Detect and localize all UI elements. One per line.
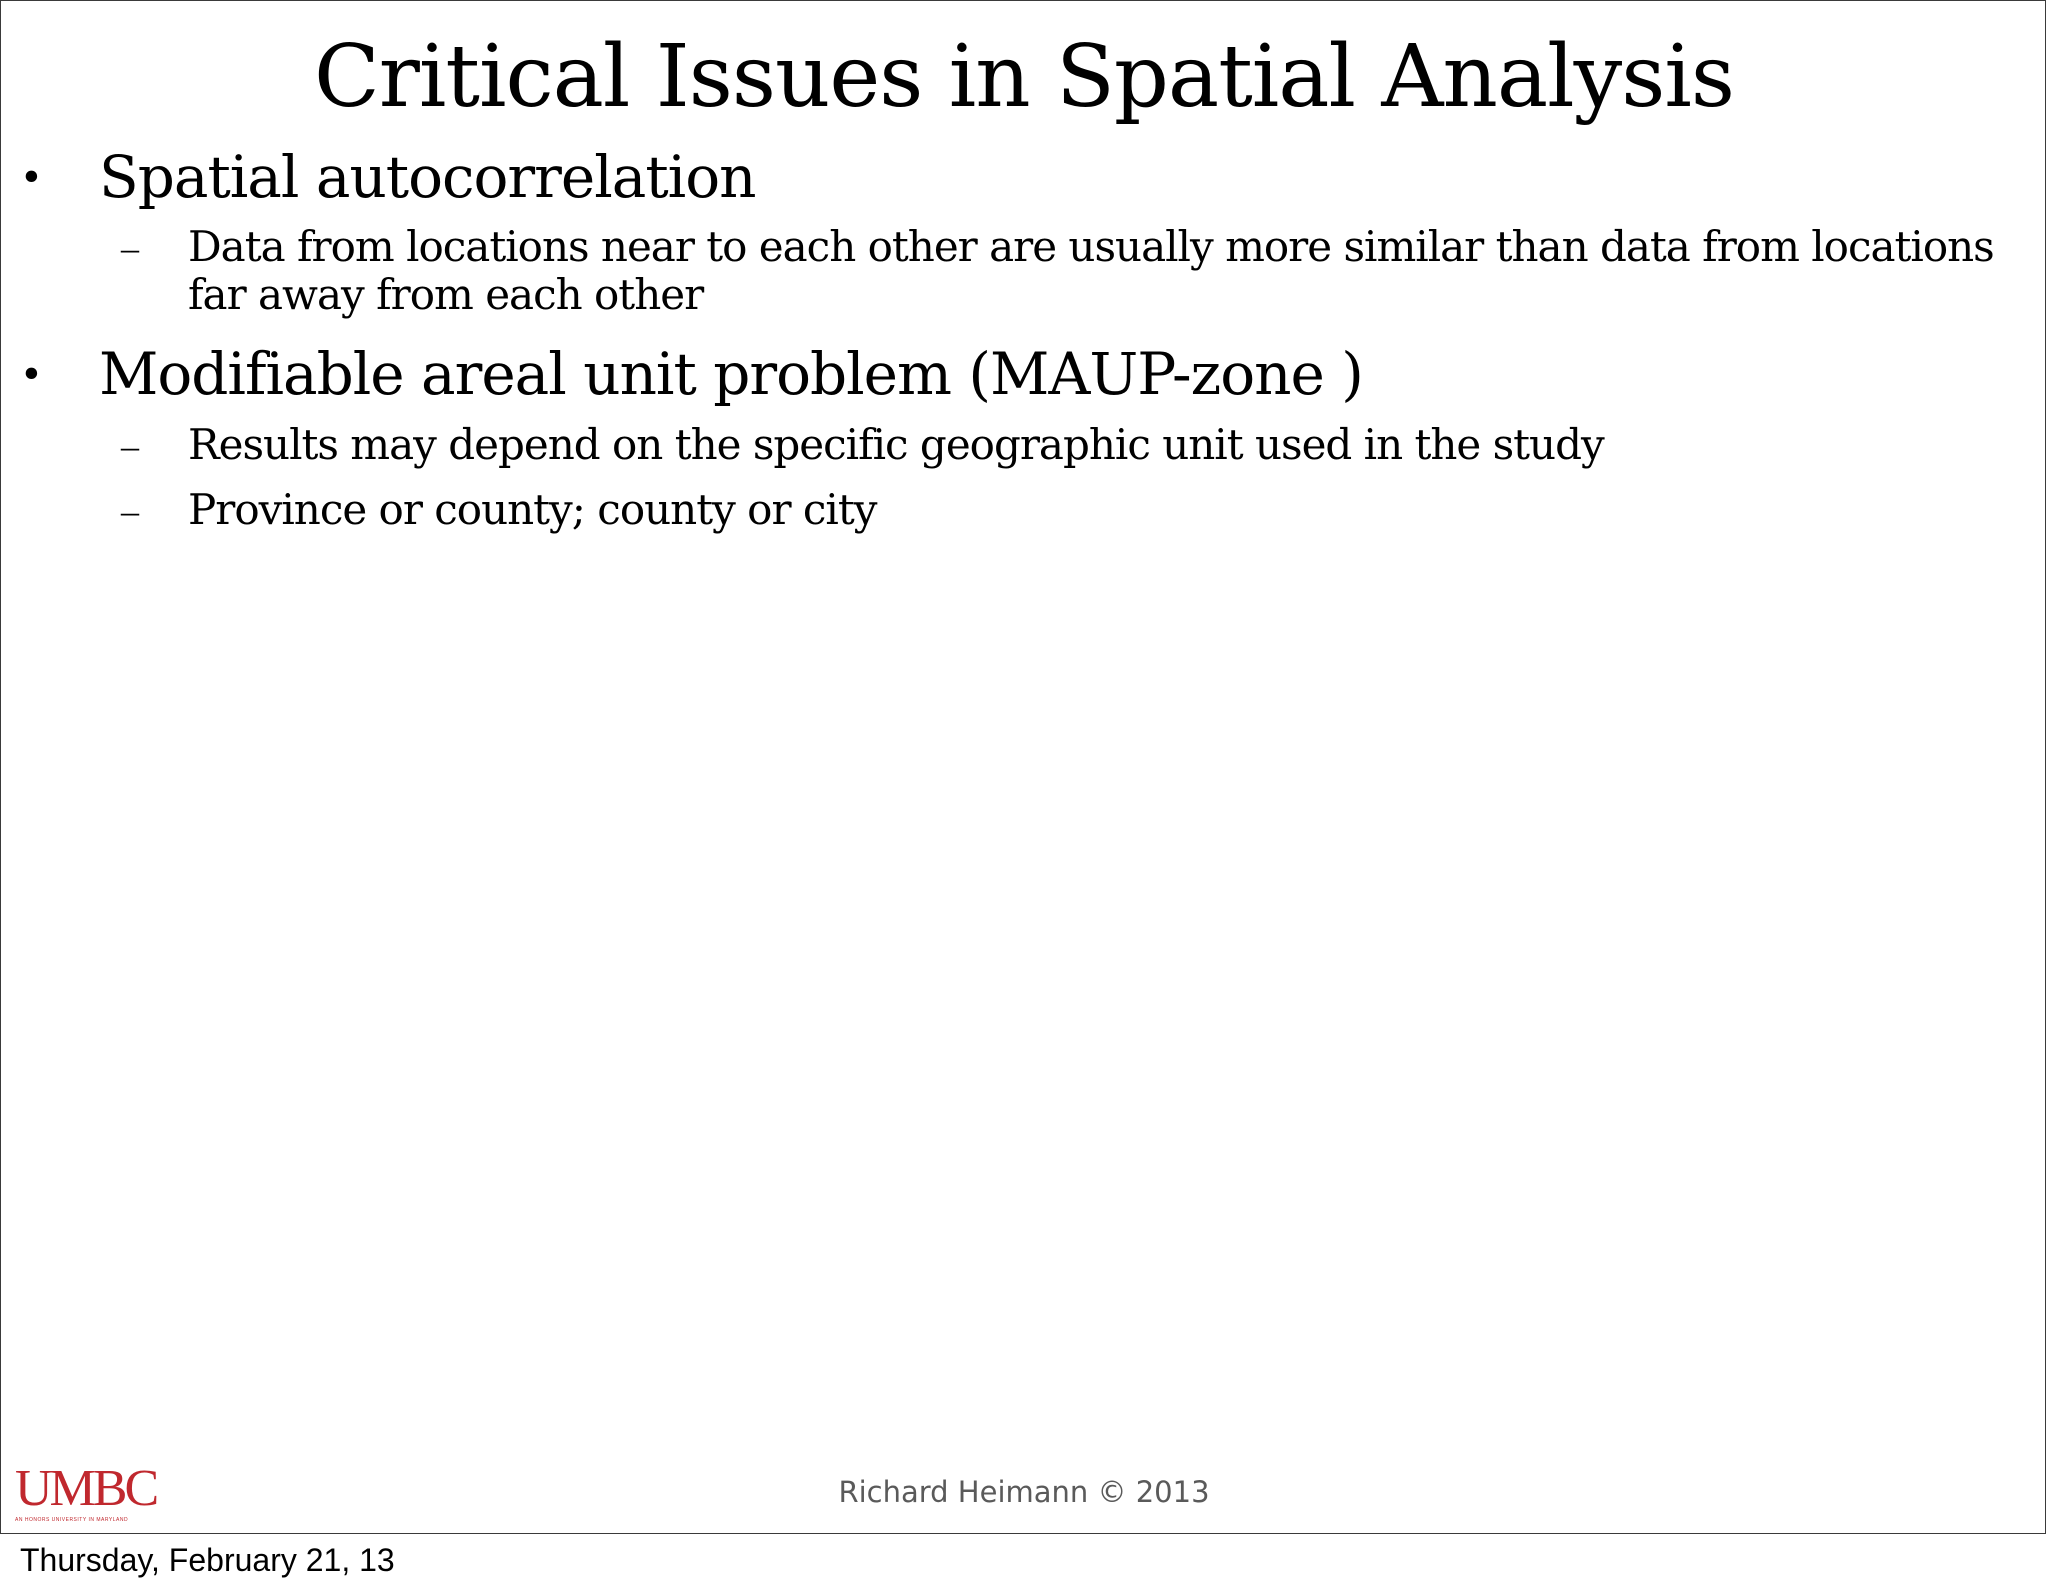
slide-title: Critical Issues in Spatial Analysis: [313, 27, 1735, 127]
sub-bullet-text: Data from locations near to each other are usually more similar than data from locations far away from each other: [188, 222, 1994, 319]
sub-bullet-marker: –: [121, 491, 139, 531]
bullet-item: [1, 141, 2041, 211]
bullet-text: Modifiable areal unit problem (MAUP-zone ): [99, 340, 1363, 408]
logo-wordmark: UMBC: [15, 1460, 157, 1517]
sub-bullet-text: Results may depend on the specific geographic unit used in the study: [188, 420, 1604, 469]
bullet-marker: •: [23, 347, 40, 400]
bullet-marker: •: [23, 150, 40, 203]
sub-bullet-marker: –: [121, 228, 139, 268]
sub-bullet-item: [1, 223, 2041, 323]
bullet-item: [1, 338, 2041, 408]
sub-bullet-item: [1, 421, 2041, 471]
footer-credit: Richard Heimann © 2013: [838, 1475, 1210, 1509]
logo-tagline: AN HONORS UNIVERSITY IN MARYLAND: [15, 1517, 129, 1523]
sub-bullet-text: Province or county; county or city: [188, 485, 877, 534]
sub-bullet-marker: –: [121, 426, 139, 466]
sub-bullet-item: [1, 486, 2041, 536]
bullet-text: Spatial autocorrelation: [99, 143, 756, 211]
page-date-caption: Thursday, February 21, 13: [20, 1542, 395, 1578]
